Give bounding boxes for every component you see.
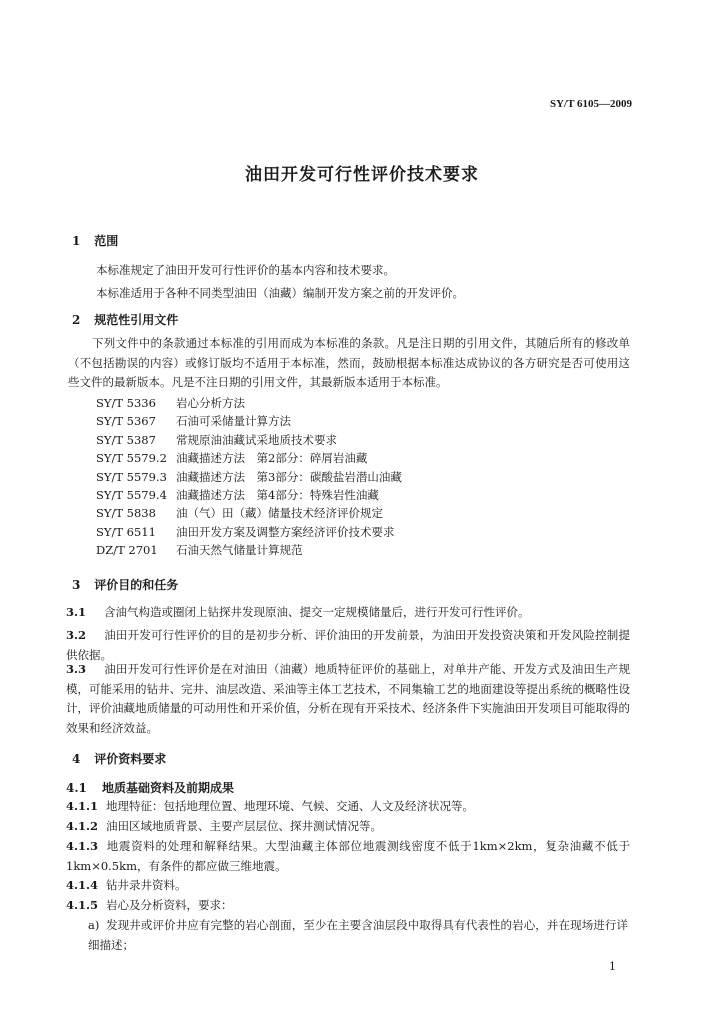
section-title: 评价目的和任务 — [94, 578, 179, 592]
document-title: 油田开发可行性评价技术要求 — [245, 165, 479, 185]
reference-item: SY/T 5579.4 油藏描述方法 第4部分：特殊岩性油藏 — [96, 488, 379, 503]
standard-code: SY/T 6105—2009 — [549, 98, 632, 110]
reference-item: SY/T 5838 油（气）田（藏）储量技术经济评价规定 — [96, 506, 383, 521]
clause-4-1-4: 4.1.4 钻井录井资料。 — [66, 878, 187, 892]
paragraph: 本标准适用于各种不同类型油田（油藏）编制开发方案之前的开发评价。 — [96, 286, 464, 300]
section-title: 评价资料要求 — [94, 752, 167, 766]
section-heading-normative-references — [72, 311, 178, 328]
page-number: 1 — [609, 960, 616, 973]
section-title: 范围 — [94, 234, 119, 248]
list-item: a) 发现井或评价井应有完整的岩心剖面，至少在主要含油层段中取得具有代表性的岩心，并在现场进行详细描述； — [88, 918, 628, 952]
clause-3-1: 3.1 含油气构造或圈闭上钻探井发现原油、提交一定规模储量后，进行开发可行性评价。 — [66, 605, 530, 619]
reference-item: DZ/T 2701 石油天然气储量计算规范 — [96, 543, 303, 558]
clause-3-3: 3.3 油田开发可行性评价是在对油田（油藏）地质特征评价的基础上，对单井产能、开发方式及油田生产规模，可能采用的钻井、完井、油层改造、采油等主体工艺技术，不同集输工艺的地面建设等提出系统的概略性设计，评价油藏地质储量的可动用性和开采价值，分析在现有开采技术、经济条件下实施油田开发项目可能取得的效果和经济效益。 — [66, 662, 630, 735]
section-heading-data-requirements — [72, 750, 166, 767]
reference-item: SY/T 6511 油田开发方案及调整方案经济评价技术要求 — [96, 524, 395, 539]
section-title: 规范性引用文件 — [94, 313, 179, 327]
reference-item: SY/T 5336 岩心分析方法 — [96, 396, 245, 410]
section-number: 2 — [72, 313, 81, 327]
reference-item: SY/T 5579.2 油藏描述方法 第2部分：碎屑岩油藏 — [96, 451, 368, 466]
reference-item: SY/T 5387 常规原油油藏试采地质技术要求 — [96, 432, 337, 447]
subsection-heading: 4.1 地质基础资料及前期成果 — [66, 781, 235, 795]
section-number: 4 — [72, 752, 81, 766]
reference-list — [96, 394, 402, 560]
clause-4-1-3: 4.1.3 地震资料的处理和解释结果。大型油藏主体部位地震测线密度不低于1km×2km，复杂油藏不低于1km×0.5km，有条件的都应做三维地震。 — [66, 839, 630, 873]
clause-4-1-5: 4.1.5 岩心及分析资料，要求： — [66, 898, 233, 912]
paragraph: 本标准规定了油田开发可行性评价的基本内容和技术要求。 — [96, 263, 395, 277]
reference-item: SY/T 5579.3 油藏描述方法 第3部分：碳酸盐岩潜山油藏 — [96, 469, 402, 484]
clause-4-1-1: 4.1.1 地理特征：包括地理位置、地理环境、气候、交通、人文及经济状况等。 — [66, 799, 474, 813]
clause-3-2: 3.2 油田开发可行性评价的目的是初步分析、评价油田的开发前景，为油田开发投资决策和开发风险控制提供依据。 — [66, 628, 630, 662]
reference-item: SY/T 5367 石油可采储量计算方法 — [96, 414, 291, 429]
section-heading-scope — [72, 232, 118, 249]
paragraph: 下列文件中的条款通过本标准的引用而成为本标准的条款。凡是注日期的引用文件，其随后所有的修改单（不包括勘误的内容）或修订版均不适用于本标准，然而，鼓励根据本标准达成协议的各方研究是否可使用这些文件的最新版本。凡是不注日期的引用文件，其最新版本适用于本标准。 — [68, 336, 630, 389]
section-number: 3 — [72, 578, 81, 592]
clause-4-1-2: 4.1.2 油田区域地质背景、主要产层层位、探井测试情况等。 — [66, 819, 382, 833]
section-heading-purpose — [72, 576, 178, 593]
section-number: 1 — [72, 234, 81, 248]
